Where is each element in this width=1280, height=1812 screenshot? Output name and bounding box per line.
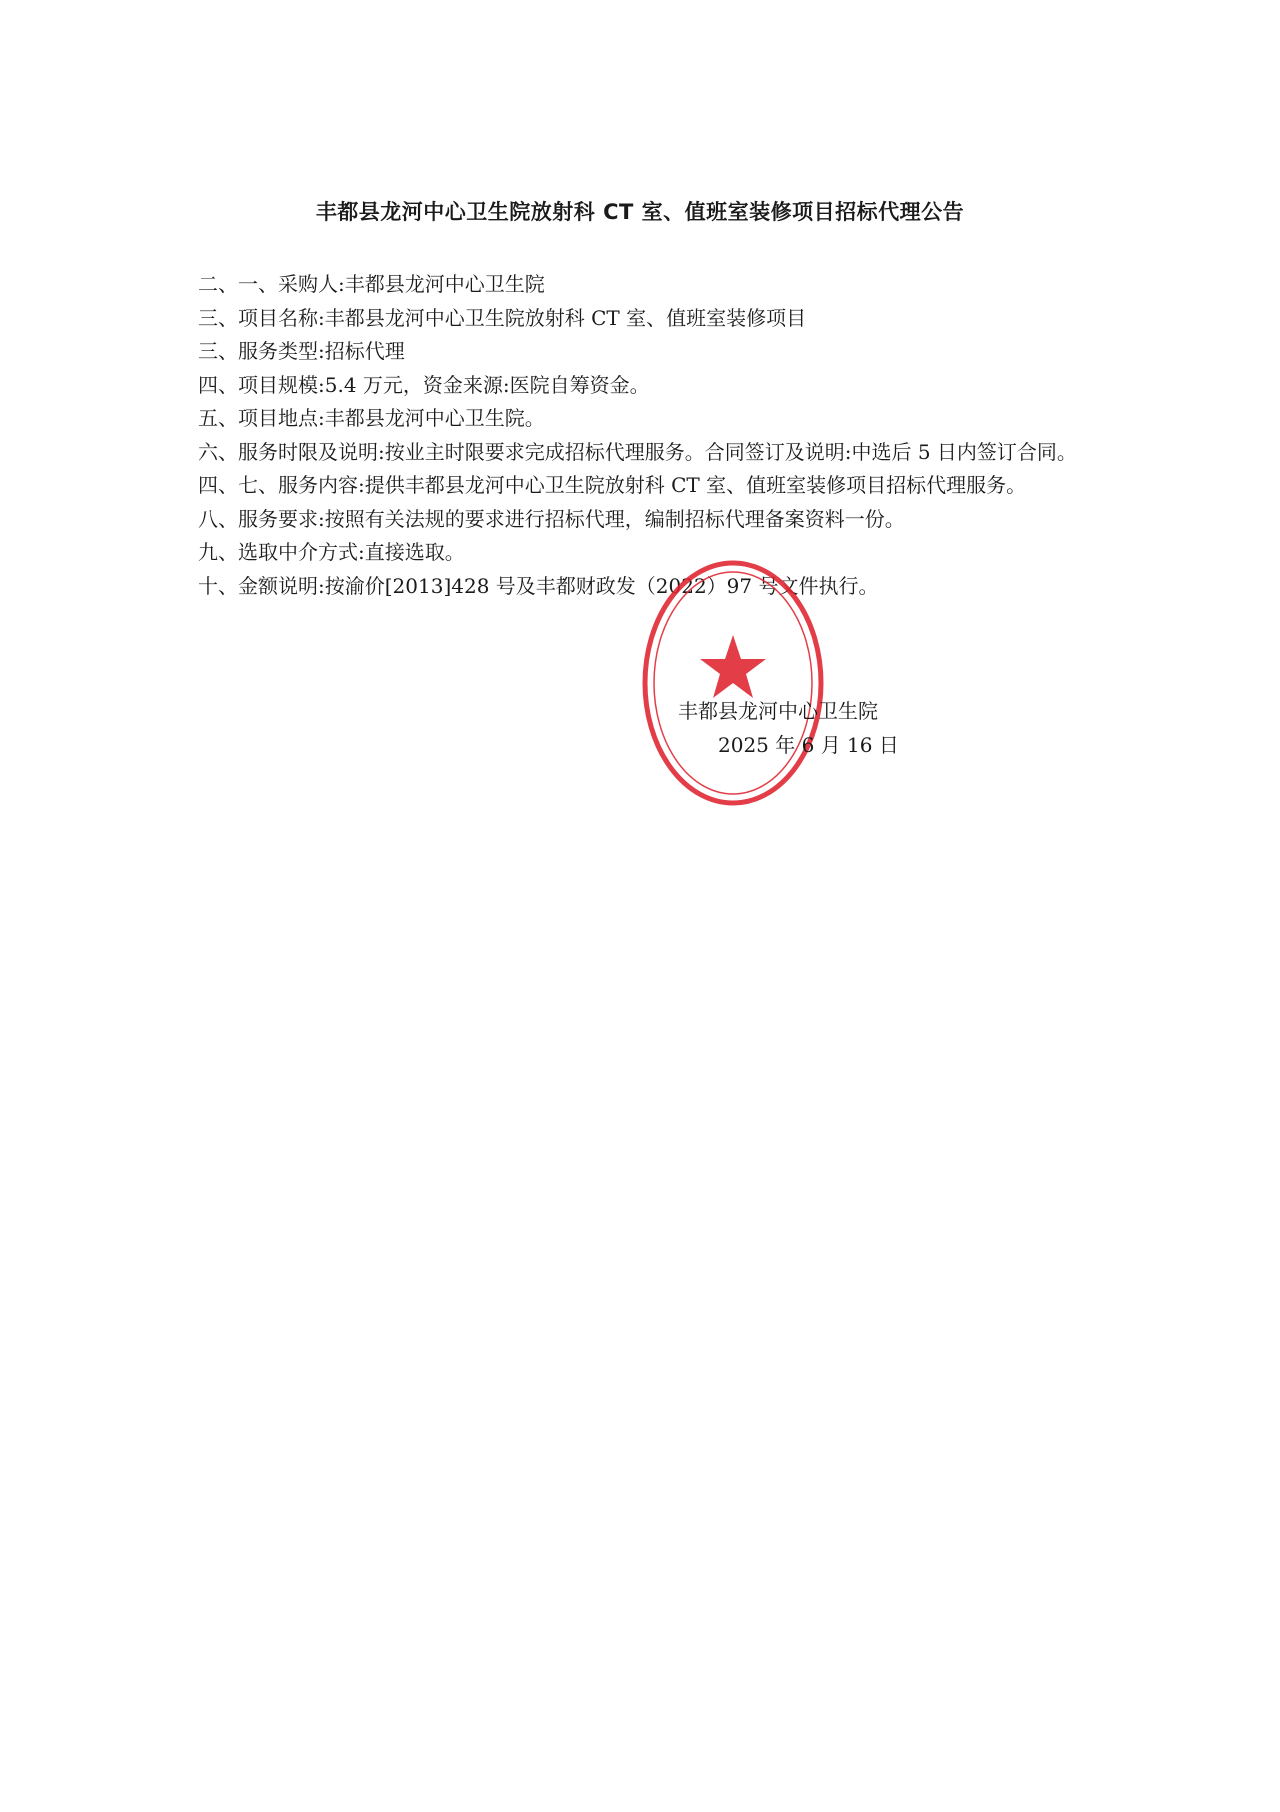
red-star-icon xyxy=(700,635,766,698)
official-seal xyxy=(640,558,826,808)
list-item: 十、金额说明:按渝价[2013]428 号及丰都财政发（2022）97 号文件执行。 xyxy=(198,573,879,598)
list-item: 三、项目名称:丰都县龙河中心卫生院放射科 CT 室、值班室装修项目 xyxy=(198,305,807,330)
list-item: 八、服务要求:按照有关法规的要求进行招标代理，编制招标代理备案资料一份。 xyxy=(198,506,905,531)
list-item: 三、服务类型:招标代理 xyxy=(198,339,405,363)
list-item: 二、一、采购人:丰都县龙河中心卫生院 xyxy=(198,272,545,296)
document-title: 丰都县龙河中心卫生院放射科 CT 室、值班室装修项目招标代理公告 xyxy=(315,200,965,224)
list-item: 五、项目地点:丰都县龙河中心卫生院。 xyxy=(198,406,545,430)
signature-block xyxy=(676,694,899,762)
list-item: 四、七、服务内容:提供丰都县龙河中心卫生院放射科 CT 室、值班室装修项目招标代理服务。 xyxy=(198,473,1027,497)
signature-organization: 丰都县龙河中心卫生院 xyxy=(678,699,878,723)
list-item: 六、服务时限及说明:按业主时限要求完成招标代理服务。合同签订及说明:中选后 5 日内签订合同。 xyxy=(198,439,1077,464)
signature-date: 2025 年 6 月 16 日 xyxy=(718,733,899,757)
document-body xyxy=(198,268,1098,603)
list-item: 九、选取中介方式:直接选取。 xyxy=(198,540,465,564)
list-item: 四、项目规模:5.4 万元，资金来源:医院自筹资金。 xyxy=(198,372,650,397)
